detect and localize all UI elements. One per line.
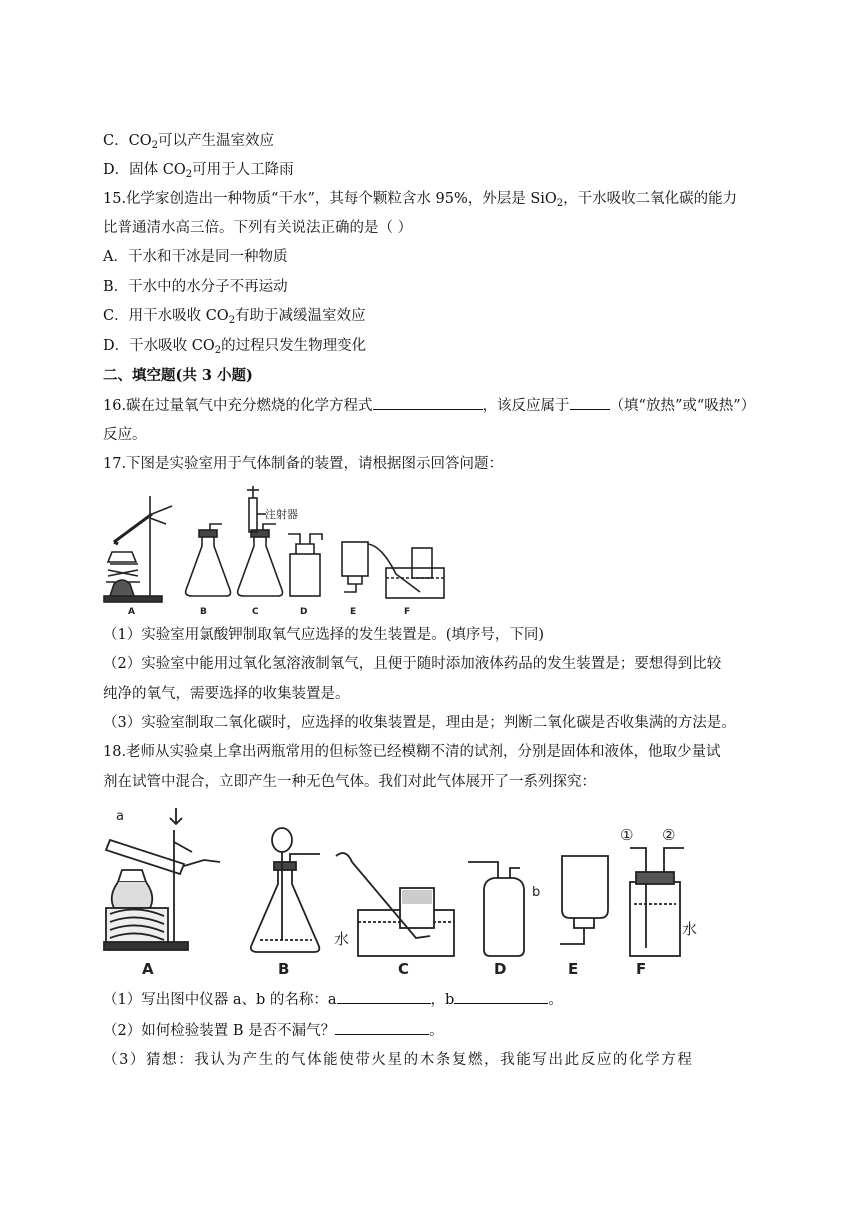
subscript: 2 bbox=[151, 140, 158, 151]
label-instrument-a: a bbox=[116, 809, 124, 824]
subscript: 2 bbox=[228, 315, 236, 326]
q14-option-d-rest: 可用于人工降雨 bbox=[192, 162, 294, 178]
figure-label-e: E bbox=[350, 607, 357, 617]
q18-apparatus-figure bbox=[100, 800, 720, 978]
figure-label-e: E bbox=[568, 960, 579, 978]
q16-text-mid: ，该反应属于 bbox=[482, 398, 570, 414]
syringe-label: 注射器 bbox=[265, 508, 298, 521]
q15-stem-line2: 比普通清水高三倍。下列有关说法正确的是（ ） bbox=[103, 220, 413, 236]
q15-option-d bbox=[103, 336, 366, 358]
q17-part2-line1: （2）实验室中能用过氧化氢溶液制氧气，且便于随时添加液体药品的发生装置是；要想得到比较 bbox=[103, 656, 722, 672]
q16-text: 16.碳在过量氧气中充分燃烧的化学方程式 bbox=[103, 398, 373, 414]
q18-part1-end: 。 bbox=[548, 992, 563, 1008]
figure-label-d: D bbox=[300, 607, 308, 617]
stand-base bbox=[104, 596, 162, 602]
q17-apparatus-figure bbox=[100, 484, 460, 620]
q15-stem-rest: ，干水吸收二氧化碳的能力 bbox=[563, 191, 738, 207]
q18-part2-end: 。 bbox=[429, 1023, 444, 1039]
answer-blank[interactable] bbox=[454, 989, 548, 1004]
q15-stem-text: 15.化学家创造出一种物质“干水”，其每个颗粒含水 95%，外层是 SiO bbox=[103, 191, 557, 207]
label-instrument-b: b bbox=[532, 885, 541, 900]
q16-line2: 反应。 bbox=[103, 427, 147, 443]
figure-label-d: D bbox=[494, 960, 507, 978]
q15-option-a: A．干水和干冰是同一种物质 bbox=[103, 249, 288, 265]
q18-line2: 剂在试管中混合，立即产生一种无色气体。我们对此气体展开了一系列探究： bbox=[103, 774, 596, 790]
q15-option-b: B．干水中的水分子不再运动 bbox=[103, 279, 288, 295]
section-heading: 二、填空题(共 3 小题) bbox=[103, 367, 253, 384]
figure-label-f: F bbox=[404, 607, 411, 617]
q18-line1: 18.老师从实验桌上拿出两瓶常用的但标签已经模糊不清的试剂，分别是固体和液体，他取少量试 bbox=[103, 744, 721, 760]
q14-option-c-rest: 可以产生温室效应 bbox=[157, 133, 274, 149]
q14-option-c bbox=[103, 131, 274, 153]
q17-part2-line2: 纯净的氧气，需要选择的收集装置是。 bbox=[103, 686, 350, 702]
figure-label-b: B bbox=[278, 960, 290, 978]
q14-option-c-text: C．CO bbox=[103, 133, 152, 149]
label-port-1: ① bbox=[620, 826, 634, 844]
q17-part3: （3）实验室制取二氧化碳时，应选择的收集装置是，理由是；判断二氧化碳是否收集满的方法是。 bbox=[103, 715, 736, 731]
q15-option-c bbox=[103, 306, 366, 328]
label-water-c: 水 bbox=[334, 930, 350, 948]
q18-part1-mid: ，b bbox=[430, 992, 455, 1008]
q18-part2-text: （2）如何检验装置 B 是否不漏气？ bbox=[103, 1023, 336, 1039]
q16-line1 bbox=[103, 395, 755, 416]
q18-part1 bbox=[103, 989, 563, 1010]
q15-stem-line1 bbox=[103, 189, 737, 211]
figure-label-b: B bbox=[200, 607, 207, 617]
subscript: 2 bbox=[214, 345, 222, 356]
answer-blank[interactable] bbox=[337, 989, 431, 1004]
answer-blank[interactable] bbox=[335, 1020, 429, 1035]
subscript: 2 bbox=[185, 169, 193, 180]
q17-intro: 17.下图是实验室用于气体制备的装置，请根据图示回答问题： bbox=[103, 456, 504, 472]
q15-option-c-text: C．用干水吸收 CO bbox=[103, 308, 229, 324]
q15-option-d-text: D．干水吸收 CO bbox=[103, 338, 215, 354]
figure-label-c: C bbox=[398, 960, 410, 978]
subscript: 2 bbox=[556, 198, 564, 209]
figure-label-a: A bbox=[128, 607, 135, 617]
label-port-2: ② bbox=[662, 826, 676, 844]
answer-blank[interactable] bbox=[570, 395, 610, 410]
figure-label-a: A bbox=[142, 960, 154, 978]
answer-blank[interactable] bbox=[373, 395, 483, 410]
q14-option-d-text: D．固体 CO bbox=[103, 162, 186, 178]
figure-label-f: F bbox=[636, 960, 647, 978]
q18-part1-text: （1）写出图中仪器 a、b 的名称：a bbox=[103, 992, 337, 1008]
q18-part3: （3）猜想：我认为产生的气体能使带火星的木条复燃，我能写出此反应的化学方程 bbox=[103, 1052, 694, 1068]
figure-label-c: C bbox=[252, 607, 259, 617]
q17-part1: （1）实验室用氯酸钾制取氧气应选择的发生装置是。(填序号，下同) bbox=[103, 627, 545, 643]
q14-option-d bbox=[103, 160, 294, 182]
label-water-f: 水 bbox=[682, 920, 698, 938]
q16-text-post: （填“放热”或“吸热”） bbox=[609, 398, 756, 414]
q15-option-d-rest: 的过程只发生物理变化 bbox=[221, 338, 367, 354]
q15-option-c-rest: 有助于减缓温室效应 bbox=[235, 308, 366, 324]
q18-part2 bbox=[103, 1020, 444, 1041]
